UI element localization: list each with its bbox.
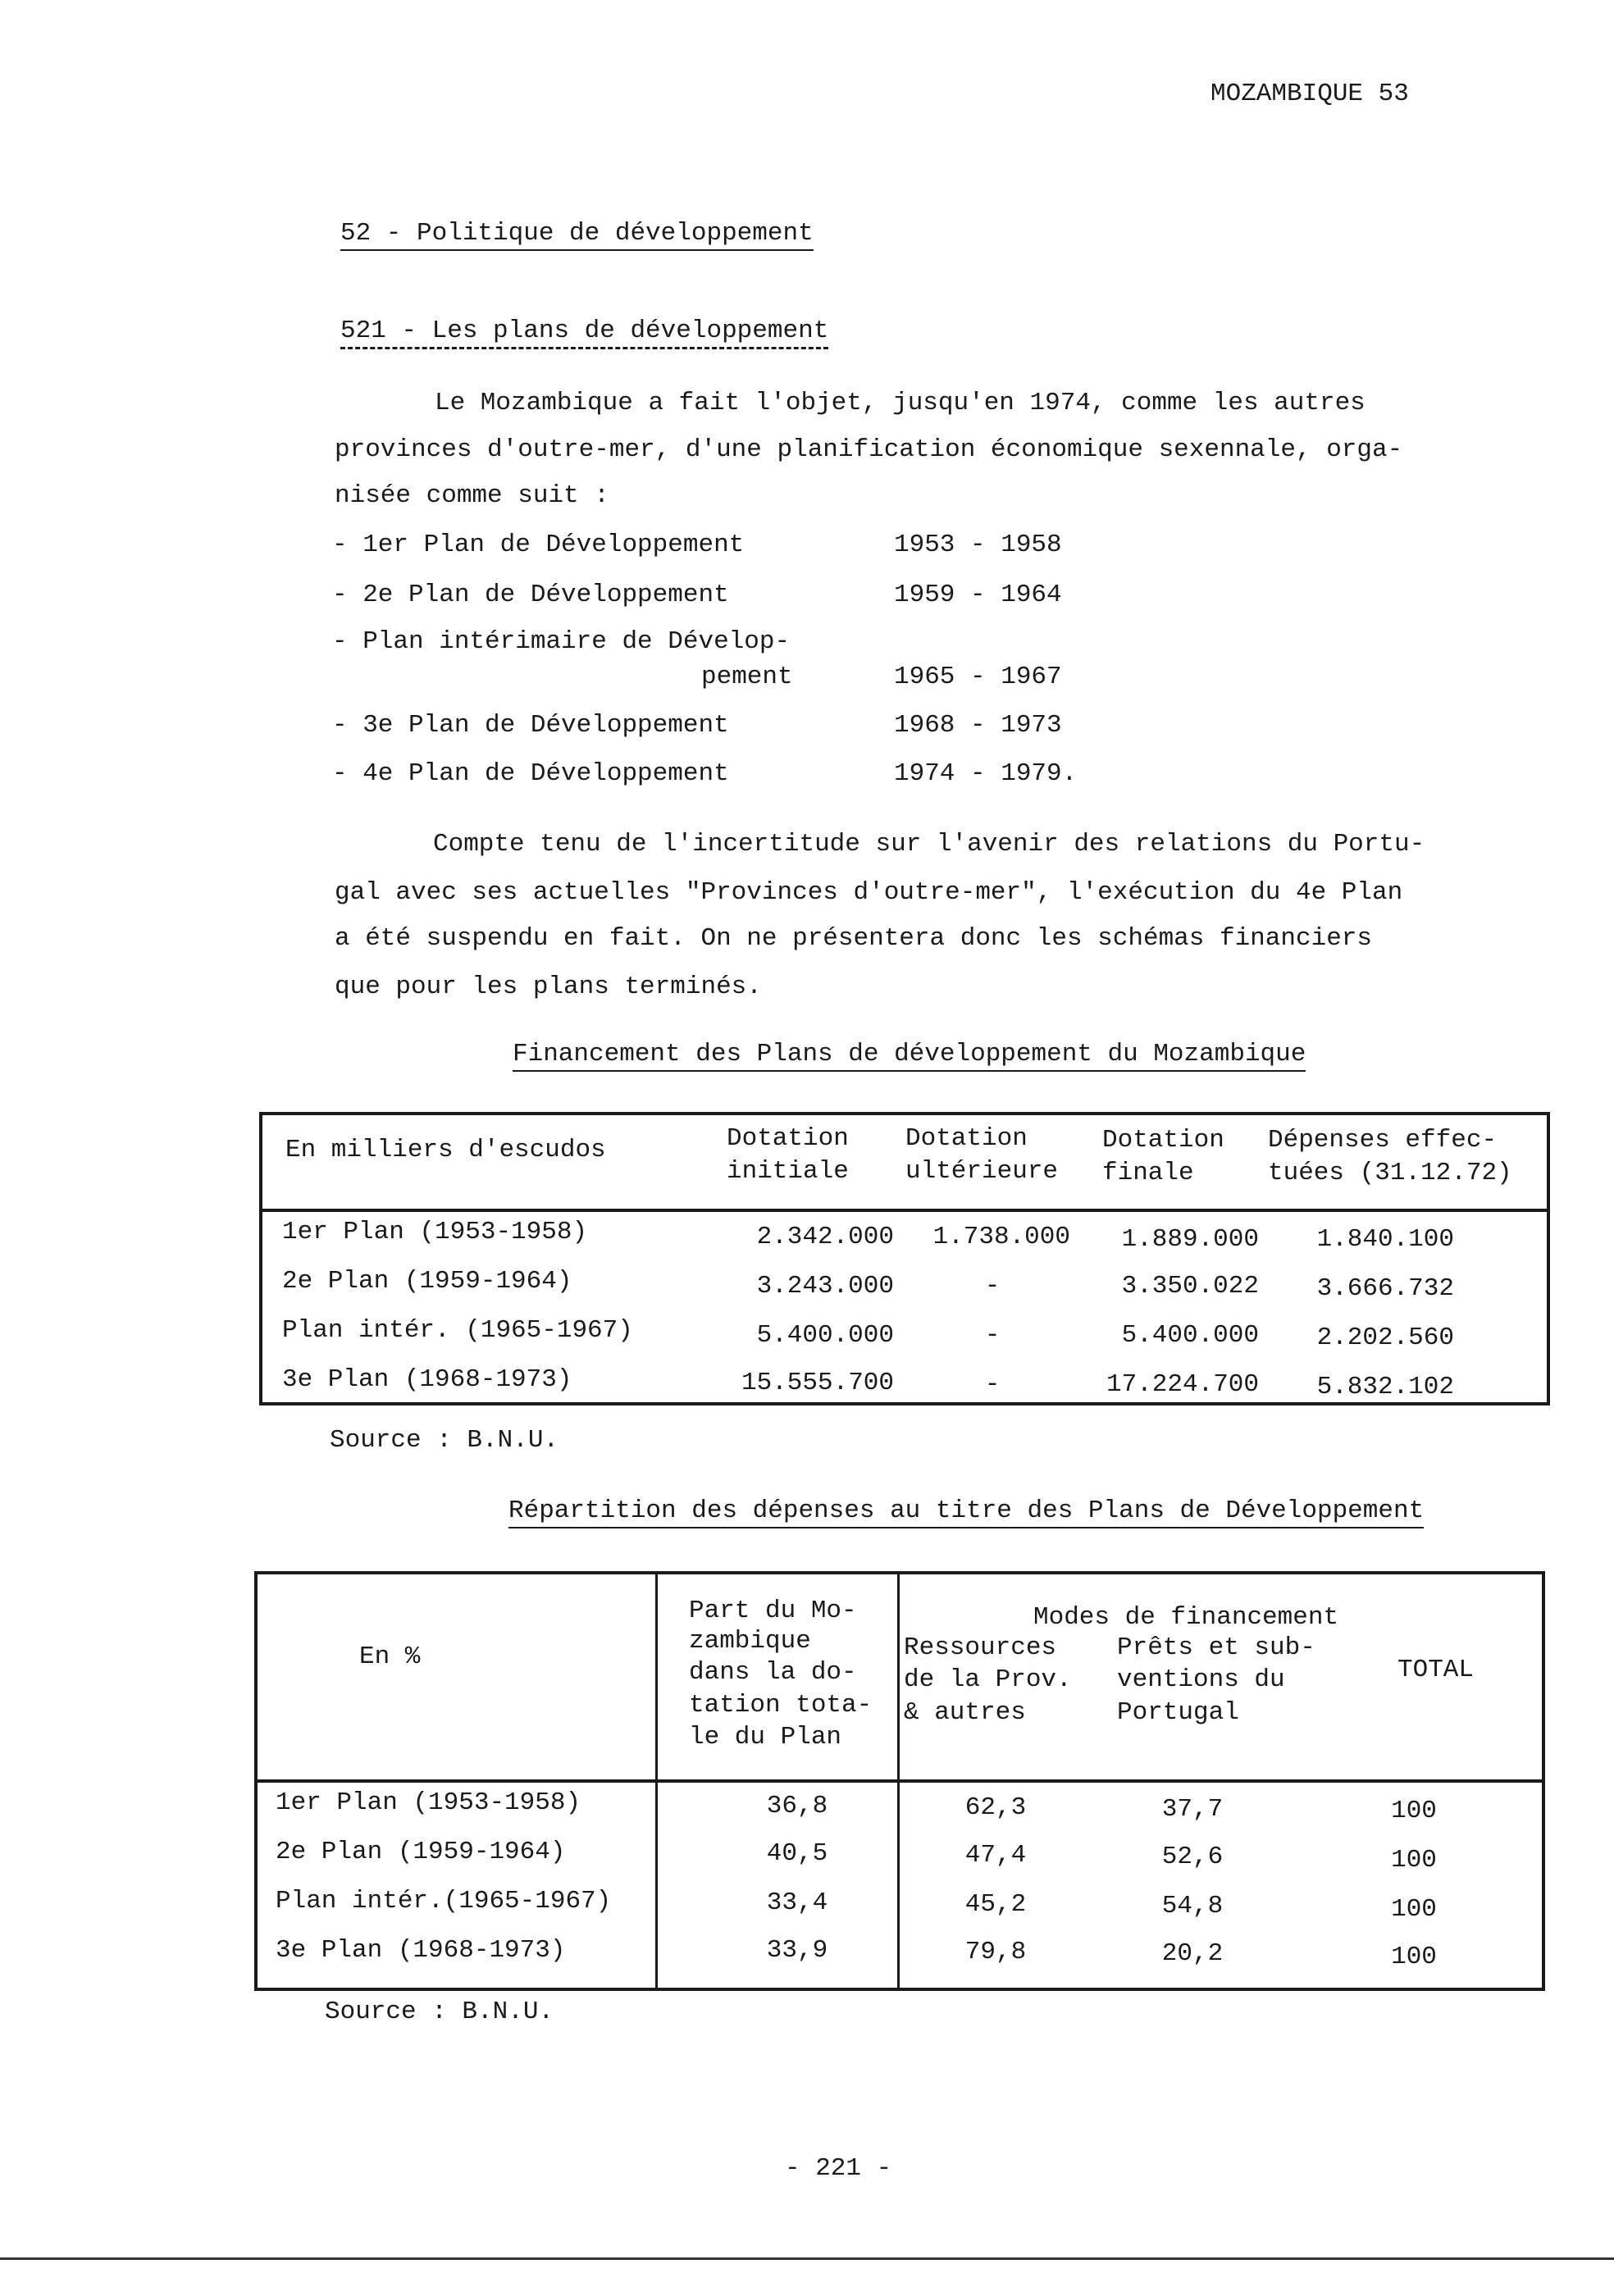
cell-finale: 3.350.022	[1121, 1272, 1259, 1301]
cell-total: 100	[1391, 1943, 1437, 1971]
cell-ulterieure: -	[984, 1321, 1001, 1350]
cell-finale: 1.889.000	[1121, 1225, 1259, 1254]
col-header-ulterieure: Dotation	[905, 1124, 1028, 1153]
intro-line-1: Le Mozambique a fait l'objet, jusqu'en 1974, comme les autres	[435, 389, 1366, 417]
col-header-finale-2: finale	[1102, 1159, 1194, 1187]
cell-total: 100	[1391, 1895, 1437, 1924]
cell-initiale: 3.243.000	[756, 1272, 894, 1301]
cell-depenses: 3.666.732	[1316, 1274, 1454, 1303]
col-header-prets-3: Portugal	[1117, 1698, 1239, 1727]
col-header-prets-1: Prêts et sub-	[1117, 1633, 1315, 1662]
cell-total: 100	[1391, 1797, 1437, 1825]
row-plan-label: 3e Plan (1968-1973)	[276, 1936, 566, 1965]
intro-line-2: provinces d'outre-mer, d'une planification économique sexennale, orga-	[335, 435, 1403, 464]
para2-line-4: que pour les plans terminés.	[335, 973, 762, 1001]
para2-line-3: a été suspendu en fait. On ne présentera donc les schémas financiers	[335, 924, 1373, 953]
plan-years: 1959 - 1964	[894, 581, 1062, 609]
cell-finale: 17.224.700	[1106, 1370, 1259, 1399]
col-header-modes: Modes de financement	[1033, 1603, 1339, 1632]
running-head: MOZAMBIQUE 53	[1210, 80, 1409, 108]
plan-list-item	[332, 580, 1119, 613]
plan-label: - 1er Plan de Développement	[332, 531, 745, 559]
table-divider	[262, 1209, 1547, 1212]
plan-label: - Plan intérimaire de Dévelop-	[332, 627, 791, 656]
cell-ressources: 47,4	[964, 1841, 1027, 1870]
col-header-ressources-2: de la Prov.	[904, 1665, 1072, 1694]
section-title	[340, 218, 814, 248]
cell-prets: 20,2	[1161, 1939, 1224, 1968]
cell-part: 33,4	[766, 1888, 828, 1917]
cell-depenses: 2.202.560	[1316, 1323, 1454, 1352]
col-header-depenses: Dépenses effec-	[1268, 1126, 1498, 1155]
col-header-ressources-1: Ressources	[904, 1633, 1057, 1662]
financing-table	[259, 1112, 1550, 1405]
table1-source: Source : B.N.U.	[330, 1426, 559, 1455]
page-bottom-rule	[0, 2257, 1614, 2260]
col-header-part-1: Part du Mo-	[689, 1597, 857, 1625]
cell-initiale: 2.342.000	[756, 1223, 894, 1251]
col-header-unit: En %	[359, 1642, 421, 1671]
cell-part: 40,5	[766, 1839, 828, 1868]
plan-label-continued: pement	[701, 663, 793, 691]
cell-ulterieure: -	[984, 1272, 1001, 1301]
cell-prets: 54,8	[1161, 1892, 1224, 1920]
page-number: - 221 -	[785, 2154, 892, 2183]
cell-finale: 5.400.000	[1121, 1321, 1259, 1350]
expenditure-table	[254, 1571, 1545, 1991]
col-header-part-4: tation tota-	[689, 1691, 873, 1720]
table1-title	[513, 1039, 1306, 1069]
cell-part: 33,9	[766, 1936, 828, 1965]
table2-title-text: Répartition des dépenses au titre des Plans de Développement	[508, 1496, 1424, 1528]
cell-prets: 52,6	[1161, 1843, 1224, 1871]
col-header-part-2: zambique	[689, 1627, 811, 1656]
para2-line-1: Compte tenu de l'incertitude sur l'avenir des relations du Portu-	[433, 830, 1425, 859]
col-header-initiale: Dotation	[727, 1124, 849, 1153]
col-header-ulterieure-2: ultérieure	[905, 1157, 1059, 1186]
row-plan-label: 1er Plan (1953-1958)	[276, 1788, 581, 1817]
cell-depenses: 5.832.102	[1316, 1373, 1454, 1401]
cell-ulterieure: -	[984, 1370, 1001, 1399]
plan-list-item	[332, 758, 1119, 791]
subsection-title-text: 521 - Les plans de développement	[340, 317, 828, 349]
cell-initiale: 15.555.700	[741, 1369, 894, 1397]
plan-list-item	[332, 710, 1119, 743]
col-header-unit: En milliers d'escudos	[285, 1136, 606, 1164]
row-plan-label: 1er Plan (1953-1958)	[282, 1218, 588, 1246]
plan-label: - 3e Plan de Développement	[332, 711, 729, 740]
plan-list-item-continued	[332, 662, 1119, 695]
table1-title-text: Financement des Plans de développement du Mozambique	[513, 1040, 1306, 1072]
col-header-prets-2: ventions du	[1117, 1665, 1285, 1694]
row-plan-label: 3e Plan (1968-1973)	[282, 1365, 572, 1394]
plan-years: 1953 - 1958	[894, 531, 1062, 559]
cell-initiale: 5.400.000	[756, 1321, 894, 1350]
section-title-text: 52 - Politique de développement	[340, 219, 814, 251]
table2-title	[508, 1496, 1424, 1526]
col-header-ressources-3: & autres	[904, 1698, 1026, 1727]
plan-label: - 4e Plan de Développement	[332, 759, 729, 788]
subsection-title	[340, 316, 828, 346]
plan-list-item	[332, 626, 1119, 659]
para2-line-2: gal avec ses actuelles "Provinces d'outre-mer", l'exécution du 4e Plan	[335, 878, 1403, 907]
cell-part: 36,8	[766, 1792, 828, 1820]
plan-label: - 2e Plan de Développement	[332, 581, 729, 609]
plan-list-item	[332, 530, 1119, 563]
cell-ressources: 62,3	[964, 1793, 1027, 1822]
col-header-total: TOTAL	[1397, 1656, 1475, 1684]
col-header-part-5: le du Plan	[689, 1723, 842, 1752]
cell-ressources: 79,8	[964, 1938, 1027, 1966]
col-header-depenses-2: tuées (31.12.72)	[1268, 1159, 1512, 1187]
col-header-finale: Dotation	[1102, 1126, 1224, 1155]
plan-years: 1968 - 1973	[894, 711, 1062, 740]
plan-years: 1965 - 1967	[894, 663, 1062, 691]
row-plan-label: 2e Plan (1959-1964)	[282, 1267, 572, 1296]
row-plan-label: Plan intér.(1965-1967)	[276, 1887, 612, 1916]
cell-total: 100	[1391, 1846, 1437, 1875]
table2-source: Source : B.N.U.	[325, 1998, 554, 2026]
col-header-initiale-2: initiale	[727, 1157, 849, 1186]
table-divider	[258, 1779, 1542, 1783]
cell-prets: 37,7	[1161, 1795, 1224, 1824]
row-plan-label: 2e Plan (1959-1964)	[276, 1838, 566, 1866]
row-plan-label: Plan intér. (1965-1967)	[282, 1316, 633, 1345]
cell-depenses: 1.840.100	[1316, 1225, 1454, 1254]
cell-ressources: 45,2	[964, 1890, 1027, 1919]
cell-ulterieure: 1.738.000	[932, 1223, 1070, 1251]
col-header-part-3: dans la do-	[689, 1658, 857, 1687]
intro-line-3: nisée comme suit :	[335, 481, 609, 510]
plan-years: 1974 - 1979.	[894, 759, 1078, 788]
